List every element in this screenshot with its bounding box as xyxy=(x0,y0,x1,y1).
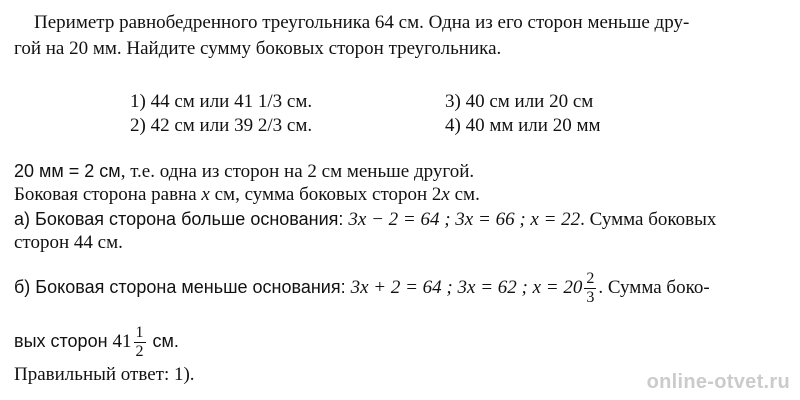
case-b-text: б) Боковая сторона меньше основания: xyxy=(14,276,351,297)
solution-line-2-c: см. xyxy=(449,184,480,205)
watermark: online-otvet.ru xyxy=(646,371,790,393)
fraction-two-thirds xyxy=(584,270,596,307)
problem-line-2: гой на 20 мм. Найдите сумму боковых сторон треугольника. xyxy=(14,38,502,59)
case-b-line-2-text: вых сторон xyxy=(14,330,113,351)
case-a-line-1 xyxy=(14,208,716,231)
fraction-denominator: 2 xyxy=(135,343,144,360)
case-a-line-2: сторон 44 см. xyxy=(14,232,123,253)
case-a-equations: 3x − 2 = 64 ; 3x = 66 ; x = 22 xyxy=(348,209,581,230)
mixed-number-whole: 41 xyxy=(112,330,132,352)
answer-line: Правильный ответ: 1). xyxy=(14,364,195,385)
case-b-equations: 3x + 2 = 64 ; 3x = 62 ; x = 20 xyxy=(350,276,583,298)
case-b-tail: . Сумма боко- xyxy=(598,276,710,298)
variable-x-2: x xyxy=(441,184,450,205)
option-1: 1) 44 см или 41 1/3 см. xyxy=(130,91,313,112)
option-2: 2) 42 см или 39 2/3 см. xyxy=(130,115,313,136)
option-4: 4) 40 мм или 20 мм xyxy=(445,115,601,136)
case-b-line-2-tail: см. xyxy=(147,330,179,351)
variable-x: x xyxy=(201,184,210,205)
solution-line-2 xyxy=(14,184,480,206)
problem-line-1: Периметр равнобедренного треугольника 64 см. Одна из его сторон меньше дру- xyxy=(34,12,690,33)
solution-line-2-b: см, сумма боковых сторон 2 xyxy=(209,184,442,205)
solution-line-1 xyxy=(14,160,474,183)
case-a-tail: . Сумма боковых xyxy=(580,209,717,230)
solution-line-1-text: , т.е. одна из сторон на 2 см меньше другой. xyxy=(120,161,475,182)
case-b-line-1 xyxy=(14,270,710,307)
option-3: 3) 40 см или 20 см xyxy=(445,91,594,112)
fraction-numerator: 2 xyxy=(586,270,595,287)
case-a-text: а) Боковая сторона больше основания: xyxy=(14,209,349,229)
fraction-one-half xyxy=(134,324,146,361)
case-b-line-2 xyxy=(14,324,179,361)
solution-line-2-a: Боковая сторона равна xyxy=(14,184,202,205)
unit-conversion: 20 мм = 2 см xyxy=(14,161,121,181)
fraction-denominator: 3 xyxy=(586,289,595,306)
fraction-numerator: 1 xyxy=(135,324,144,341)
